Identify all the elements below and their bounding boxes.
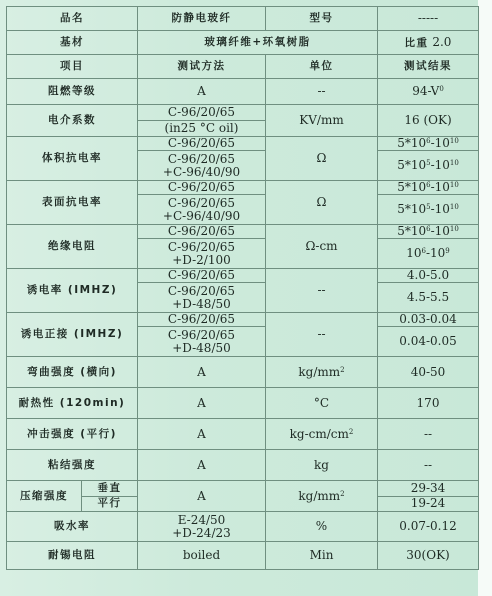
method-line: C-96/20/65 [167, 283, 236, 298]
r-sup: 10 [449, 159, 459, 167]
item-dielectric-rate: 诱电率 (IMHZ) [7, 269, 138, 313]
unit-dielectric-const: KV/mm [266, 105, 378, 137]
r-base: 10 [406, 246, 422, 260]
col-header-item: 项目 [7, 55, 138, 79]
table-row [7, 388, 479, 419]
method-line: +C-96/40/90 [162, 208, 241, 223]
table-row [7, 357, 479, 388]
spec-table [6, 6, 479, 570]
r-sup: 10 [449, 203, 459, 211]
table-row [7, 225, 479, 239]
method-volume-res-2 [138, 151, 266, 181]
method-line: E-24/50 [177, 512, 226, 527]
method-line: C-96/20/65 [167, 195, 236, 210]
table-row [7, 269, 479, 283]
item-flame: 阻燃等级 [7, 79, 138, 105]
table-row [7, 105, 479, 121]
unit-insulation: Ω-cm [266, 225, 378, 269]
table-row [7, 313, 479, 327]
item-water: 吸水率 [7, 512, 138, 542]
method-dissipation-2 [138, 327, 266, 357]
method-solder: boiled [138, 542, 266, 570]
result-solder: 30(OK) [378, 542, 479, 570]
unit-sup: 2 [348, 427, 354, 436]
unit-base: kg/mm [298, 488, 341, 503]
result-flame-base: 94-V [412, 84, 440, 98]
unit-surface-res: Ω [266, 181, 378, 225]
col-header-result: 测试结果 [378, 55, 479, 79]
unit-water: % [266, 512, 378, 542]
column-header-row [7, 55, 479, 79]
col-header-method: 测试方法 [138, 55, 266, 79]
table-row [7, 481, 479, 497]
sg-value: 2.0 [432, 34, 452, 49]
table-row [7, 512, 479, 542]
unit-heat: °C [266, 388, 378, 419]
r-sup: 6 [426, 137, 431, 145]
r-base: 5*10 [397, 136, 427, 150]
table-row [7, 450, 479, 481]
result-dielectric-const: 16 (OK) [378, 105, 479, 137]
method-line: +C-96/40/90 [162, 164, 241, 179]
compress-label: 压缩强度 [20, 489, 68, 502]
method-dielectric-const-2: (in25 °C oil) [138, 121, 266, 137]
method-flame: A [138, 79, 266, 105]
unit-dissipation: -- [266, 313, 378, 357]
unit-sup: 2 [340, 489, 345, 498]
page-margin [478, 0, 492, 596]
table-row [7, 542, 479, 570]
specific-gravity [378, 31, 479, 55]
result-insulation-1 [378, 225, 479, 239]
result-insulation-2 [378, 239, 479, 269]
r-sup: 6 [426, 225, 431, 233]
unit-compress [266, 481, 378, 512]
compress-subs [81, 481, 137, 511]
method-flexural: A [138, 357, 266, 388]
item-impact: 冲击强度 (平行) [7, 419, 138, 450]
result-flame [378, 79, 479, 105]
result-volume-res-1 [378, 137, 479, 151]
r-mid: -10 [430, 180, 450, 194]
sg-label: 比重 [404, 36, 429, 49]
result-dielectric-rate-2: 4.5-5.5 [378, 283, 479, 313]
method-impact: A [138, 419, 266, 450]
model-value: ----- [378, 7, 479, 31]
result-bond: -- [378, 450, 479, 481]
unit-bond: kg [266, 450, 378, 481]
r-mid: -10 [430, 224, 450, 238]
unit-base: kg/mm [298, 364, 341, 379]
result-flame-sup: 0 [439, 85, 444, 93]
table-row [7, 31, 479, 55]
compress-sub-vertical: 垂直 [82, 481, 137, 497]
unit-volume-res: Ω [266, 137, 378, 181]
table-row [7, 137, 479, 151]
method-line: C-96/20/65 [167, 151, 236, 166]
col-header-unit: 单位 [266, 55, 378, 79]
method-line: +D-48/50 [172, 340, 231, 355]
model-label: 型号 [266, 7, 378, 31]
method-line: +D-24/23 [172, 525, 231, 540]
method-bond: A [138, 450, 266, 481]
method-compress: A [138, 481, 266, 512]
unit-flame: -- [266, 79, 378, 105]
result-impact: -- [378, 419, 479, 450]
result-heat: 170 [378, 388, 479, 419]
r-sup: 5 [426, 203, 431, 211]
result-surface-res-1 [378, 181, 479, 195]
result-compress-2: 19-24 [378, 496, 479, 512]
method-volume-res-1: C-96/20/65 [138, 137, 266, 151]
r-base: 5*10 [397, 202, 427, 216]
r-mid: -10 [430, 136, 450, 150]
item-insulation: 绝缘电阻 [7, 225, 138, 269]
method-line: C-96/20/65 [167, 239, 236, 254]
unit-base: kg-cm/cm [289, 426, 349, 441]
method-insulation-2 [138, 239, 266, 269]
r-base: 5*10 [397, 158, 427, 172]
table-row [7, 419, 479, 450]
r-mid: -10 [425, 246, 446, 260]
item-compress [7, 481, 138, 512]
method-surface-res-2 [138, 195, 266, 225]
method-line: C-96/20/65 [167, 327, 236, 342]
r-sup: 5 [426, 159, 431, 167]
method-dielectric-const-1: C-96/20/65 [138, 105, 266, 121]
table-row [7, 181, 479, 195]
result-flexural: 40-50 [378, 357, 479, 388]
item-dissipation: 诱电正接 (IMHZ) [7, 313, 138, 357]
base-value: 玻璃纤维+环氧树脂 [138, 31, 378, 55]
unit-sup: 2 [340, 365, 345, 374]
method-line: +D-2/100 [172, 252, 231, 267]
table-row [7, 79, 479, 105]
base-label: 基材 [7, 31, 138, 55]
item-surface-res: 表面抗电率 [7, 181, 138, 225]
item-bond: 粘结强度 [7, 450, 138, 481]
item-heat: 耐热性 (120min) [7, 388, 138, 419]
method-dielectric-rate-2 [138, 283, 266, 313]
unit-impact [266, 419, 378, 450]
result-dissipation-2: 0.04-0.05 [378, 327, 479, 357]
r-sup: 6 [421, 247, 426, 255]
item-volume-res: 体积抗电率 [7, 137, 138, 181]
result-compress-1: 29-34 [378, 481, 479, 497]
table-row [7, 7, 479, 31]
r-mid: -10 [430, 202, 450, 216]
r-base: 5*10 [397, 224, 427, 238]
result-volume-res-2 [378, 151, 479, 181]
r-sup: 10 [449, 225, 459, 233]
name-label: 品名 [7, 7, 138, 31]
method-line: +D-48/50 [172, 296, 231, 311]
method-insulation-1: C-96/20/65 [138, 225, 266, 239]
result-water: 0.07-0.12 [378, 512, 479, 542]
item-dielectric-const: 电介系数 [7, 105, 138, 137]
result-surface-res-2 [378, 195, 479, 225]
r-sup: 6 [426, 181, 431, 189]
method-dissipation-1: C-96/20/65 [138, 313, 266, 327]
result-dissipation-1: 0.03-0.04 [378, 313, 479, 327]
r-sup: 10 [449, 137, 459, 145]
compress-sub-parallel: 平行 [97, 497, 122, 510]
name-value: 防静电玻纤 [138, 7, 266, 31]
item-flexural: 弯曲强度 (横向) [7, 357, 138, 388]
unit-solder: Min [266, 542, 378, 570]
method-heat: A [138, 388, 266, 419]
unit-flexural [266, 357, 378, 388]
r-sup: 10 [449, 181, 459, 189]
item-solder: 耐锡电阻 [7, 542, 138, 570]
r-base: 5*10 [397, 180, 427, 194]
method-water [138, 512, 266, 542]
result-dielectric-rate-1: 4.0-5.0 [378, 269, 479, 283]
r-sup: 9 [445, 247, 450, 255]
r-mid: -10 [430, 158, 450, 172]
unit-dielectric-rate: -- [266, 269, 378, 313]
method-surface-res-1: C-96/20/65 [138, 181, 266, 195]
method-dielectric-rate-1: C-96/20/65 [138, 269, 266, 283]
